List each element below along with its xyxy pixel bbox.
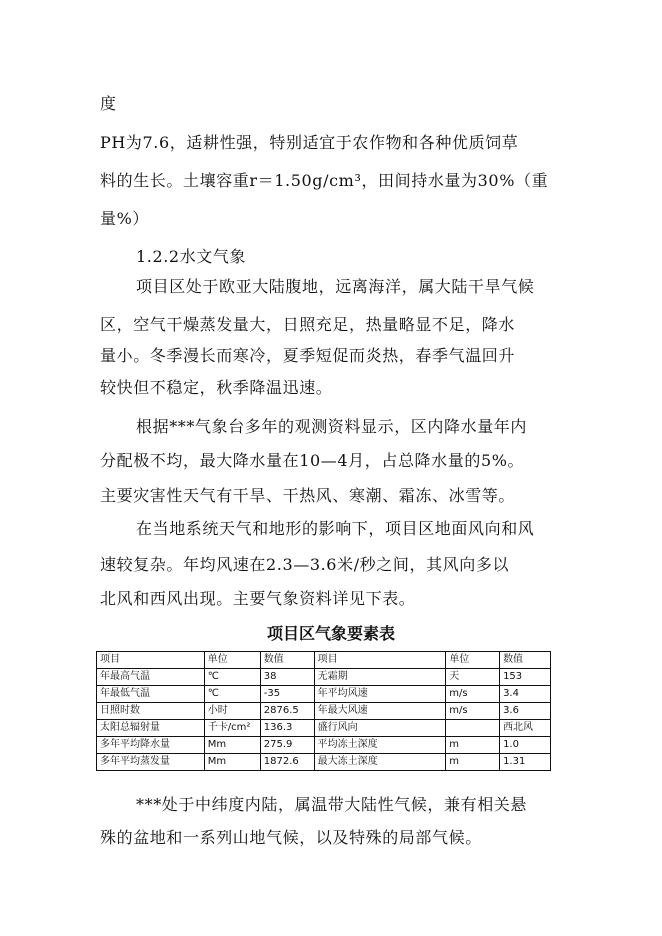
table-cell: 天: [446, 669, 500, 686]
table-cell: 多年平均蒸发量: [97, 754, 205, 771]
table-cell: 1.0: [500, 737, 551, 754]
table-cell: 1.31: [500, 754, 551, 771]
text-line: 量小。冬季漫长而寒冷，夏季短促而炎热，春季气温回升: [100, 346, 516, 365]
text-line: 料的生长。土壤容重r＝1.50g/cm³，田间持水量为30%（重: [100, 171, 549, 190]
table-cell: 年最低气温: [97, 686, 205, 703]
table-cell: 盛行风向: [314, 720, 446, 737]
text-line: 项目区处于欧亚大陆腹地，远离海洋，属大陆干旱气候: [136, 277, 535, 296]
table-cell: [446, 720, 500, 737]
table-cell: 年平均风速: [314, 686, 446, 703]
table-title: 项目区气象要素表: [266, 624, 395, 643]
table-cell: 1872.6: [260, 754, 314, 771]
table-cell: 3.4: [500, 686, 551, 703]
table-cell: 无霜期: [314, 669, 446, 686]
text-line: 较快但不稳定，秋季降温迅速。: [100, 378, 333, 397]
table-cell: 多年平均降水量: [97, 737, 205, 754]
table-row: [97, 703, 551, 720]
table-cell: 年最高气温: [97, 669, 205, 686]
table-cell: ℃: [204, 669, 260, 686]
header-cell: 项目: [97, 652, 205, 669]
text-line: 区，空气干燥蒸发量大，日照充足，热量略显不足，降水: [100, 315, 516, 334]
table-cell: 年最大风速: [314, 703, 446, 720]
table-header-row: [97, 652, 551, 669]
table-cell: m: [446, 754, 500, 771]
text-line: 分配极不均，最大降水量在10—4月，占总降水量的5%。: [100, 451, 525, 470]
header-cell: 数值: [500, 652, 551, 669]
table-cell: m/s: [446, 686, 500, 703]
text-line: 度: [100, 94, 117, 113]
text-line: 主要灾害性天气有干旱、干热风、寒潮、霜冻、冰雪等。: [100, 486, 516, 505]
table-cell: 275.9: [260, 737, 314, 754]
table-cell: 小时: [204, 703, 260, 720]
table-cell: 2876.5: [260, 703, 314, 720]
text-line: ***处于中纬度内陆，属温带大陆性气候，兼有相关悬: [136, 795, 528, 814]
header-cell: 数值: [260, 652, 314, 669]
text-line: 量%）: [100, 209, 150, 228]
table-cell: 最大冻土深度: [314, 754, 446, 771]
table-cell: Mm: [204, 754, 260, 771]
weather-table: [96, 651, 551, 771]
header-cell: 项目: [314, 652, 446, 669]
header-cell: 单位: [446, 652, 500, 669]
text-line: 速较复杂。年均风速在2.3—3.6米/秒之间，其风向多以: [100, 555, 510, 574]
table-cell: Mm: [204, 737, 260, 754]
table-row: [97, 686, 551, 703]
text-line: 北风和西风出现。主要气象资料详见下表。: [100, 589, 416, 608]
table-cell: m/s: [446, 703, 500, 720]
table-cell: 太阳总辐射量: [97, 720, 205, 737]
table-cell: 38: [260, 669, 314, 686]
table-cell: -35: [260, 686, 314, 703]
table-row: [97, 720, 551, 737]
table-row: [97, 737, 551, 754]
table-row: [97, 754, 551, 771]
text-line: 在当地系统天气和地形的影响下，项目区地面风向和风: [136, 519, 535, 538]
table-cell: m: [446, 737, 500, 754]
table-cell: 日照时数: [97, 703, 205, 720]
text-line: 根据***气象台多年的观测资料显示，区内降水量年内: [136, 417, 528, 436]
text-line: 殊的盆地和一系列山地气候，以及特殊的局部气候。: [100, 828, 482, 847]
table-cell: 153: [500, 669, 551, 686]
text-line: PH为7.6，适耕性强，特别适宜于农作物和各种优质饲草: [100, 133, 519, 152]
table-cell: 西北风: [500, 720, 551, 737]
table-cell: 3.6: [500, 703, 551, 720]
table-cell: 平均冻土深度: [314, 737, 446, 754]
table-cell: ℃: [204, 686, 260, 703]
section-heading: 1.2.2水文气象: [136, 247, 247, 266]
table-cell: 136.3: [260, 720, 314, 737]
header-cell: 单位: [204, 652, 260, 669]
table-cell: 千卡/cm²: [204, 720, 260, 737]
table-row: [97, 669, 551, 686]
